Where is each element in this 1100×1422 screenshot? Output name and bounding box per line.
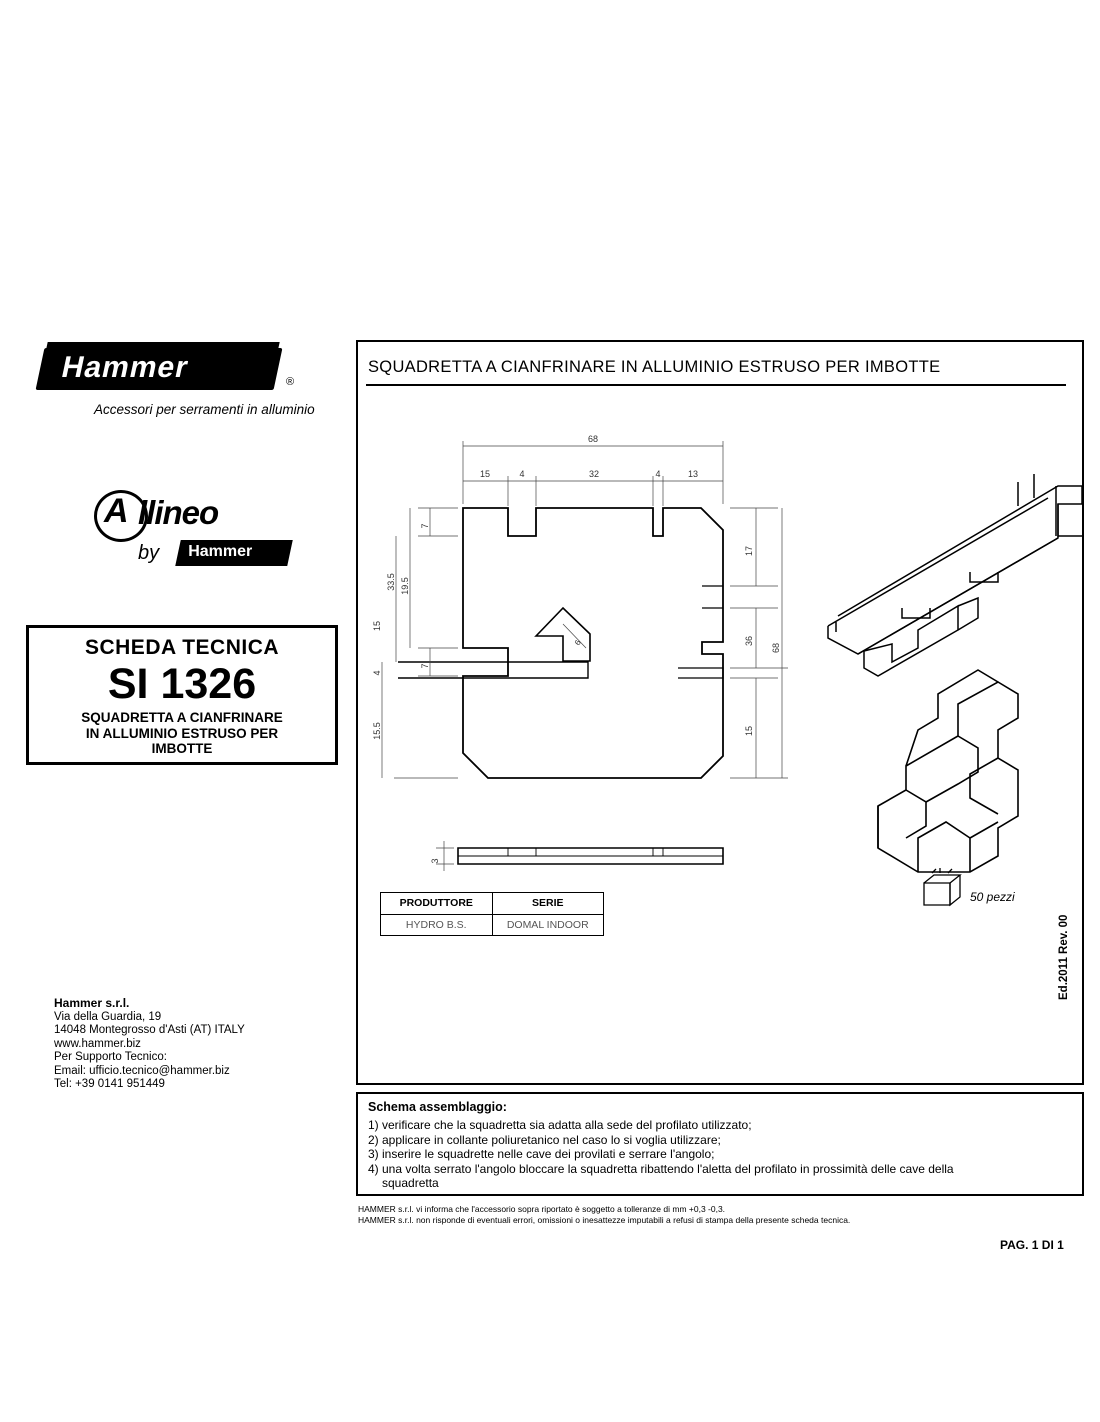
producer-header: PRODUTTORE <box>381 893 493 914</box>
allineo-wordmark: llineo <box>138 494 219 531</box>
revision-label: Ed.2011 Rev. 00 <box>1058 914 1070 1000</box>
dim-top-total: 68 <box>587 434 599 444</box>
company-phone: Tel: +39 0141 951449 <box>54 1078 165 1090</box>
hammer-tagline: Accessori per serramenti in alluminio <box>94 402 315 417</box>
company-address-1: Via della Guardia, 19 <box>54 1010 162 1023</box>
footer-notes <box>358 1204 1058 1226</box>
assembly-step: 4) una volta serrato l'angolo bloccare la squadretta ribattendo l'aletta del profilato in prossimità delle cave della <box>368 1161 954 1176</box>
drawing-svg <box>358 386 1082 946</box>
series-value: DOMAL INDOOR <box>506 918 589 931</box>
allineo-by-hammer-text: Hammer <box>188 543 253 560</box>
pack-quantity: 50 pezzi <box>970 890 1015 904</box>
producer-table <box>380 892 604 936</box>
footer-note-1: HAMMER s.r.l. vi informa che l'accessorio sopra riportato è soggetto a tolleranze di mm +0,3 -0,3. <box>358 1204 726 1214</box>
dim-left-7b: 7 <box>420 663 430 669</box>
datasheet-box <box>26 625 338 765</box>
dim-right-36: 36 <box>744 635 754 647</box>
dim-left-7a: 7 <box>420 523 430 529</box>
assembly-step: 2) applicare in collante poliuretanico nel caso lo si voglia utilizzare; <box>368 1132 721 1147</box>
producer-table-header-row <box>381 893 603 915</box>
datasheet-desc-line-3: IMBOTTE <box>151 741 213 756</box>
dim-top-e: 13 <box>687 469 699 479</box>
hammer-logo-text: Hammer <box>58 351 192 384</box>
dim-thickness: 3 <box>430 858 440 864</box>
dim-top-b: 4 <box>519 469 525 479</box>
dim-left-4: 4 <box>372 670 382 676</box>
dim-top-c: 32 <box>588 469 600 479</box>
dim-left-195: 19.5 <box>400 577 410 595</box>
page-number: PAG. 1 DI 1 <box>1000 1238 1064 1252</box>
producer-value: HYDRO B.S. <box>381 915 493 936</box>
datasheet-desc-line-1: SQUADRETTA A CIANFRINARE <box>81 710 283 725</box>
company-address-2: 14048 Montegrosso d'Asti (AT) ITALY <box>54 1024 245 1036</box>
dim-right-68: 68 <box>771 642 781 654</box>
assembly-schema-box <box>356 1092 1084 1196</box>
company-email: Email: ufficio.tecnico@hammer.biz <box>54 1064 230 1077</box>
assembly-steps-list <box>368 1118 1058 1191</box>
technical-drawing <box>358 386 1082 946</box>
allineo-by-label: by <box>138 542 160 564</box>
dim-top-a: 15 <box>479 469 491 479</box>
hammer-logo <box>40 340 295 400</box>
datasheet-desc-line-2: IN ALLUMINIO ESTRUSO PER <box>85 725 279 741</box>
allineo-by-hammer-badge <box>175 540 293 566</box>
company-support-label: Per Supporto Tecnico: <box>54 1051 167 1063</box>
company-website: www.hammer.biz <box>54 1037 141 1050</box>
package-box-icon <box>916 867 964 911</box>
registered-mark: ® <box>286 376 295 388</box>
drawing-frame <box>356 340 1084 1085</box>
dim-left-15a: 15 <box>372 620 382 632</box>
dim-chamfer: 6 <box>572 638 583 647</box>
assembly-schema-heading: Schema assemblaggio: <box>368 1100 507 1114</box>
producer-table-value-row <box>381 915 603 936</box>
company-name: Hammer s.r.l. <box>54 996 130 1010</box>
dim-left-335: 33.5 <box>386 573 396 591</box>
dim-top-d: 4 <box>655 469 661 479</box>
dim-right-15: 15 <box>744 725 754 737</box>
assembly-step: 1) verificare che la squadretta sia adatta alla sede del profilato utilizzato; <box>368 1118 752 1132</box>
dim-left-155: 15.5 <box>372 722 382 740</box>
datasheet-code: SI 1326 <box>107 660 257 708</box>
allineo-letter-a: A <box>104 492 129 530</box>
company-info <box>54 997 245 1092</box>
drawing-title: SQUADRETTA A CIANFRINARE IN ALLUMINIO ESTRUSO PER IMBOTTE <box>368 358 941 376</box>
datasheet-label: SCHEDA TECNICA <box>84 636 280 659</box>
series-header: SERIE <box>531 897 564 910</box>
dim-right-17: 17 <box>744 545 754 557</box>
assembly-step-continuation: squadretta <box>382 1176 439 1190</box>
footer-note-2: HAMMER s.r.l. non risponde di eventuali errori, omissioni o inesattezze imputabili a refusi di stampa della presente scheda tecnica. <box>358 1215 851 1225</box>
assembly-step: 3) inserire le squadrette nelle cave dei provilati e serrare l'angolo; <box>368 1147 715 1161</box>
allineo-logo <box>94 490 294 585</box>
